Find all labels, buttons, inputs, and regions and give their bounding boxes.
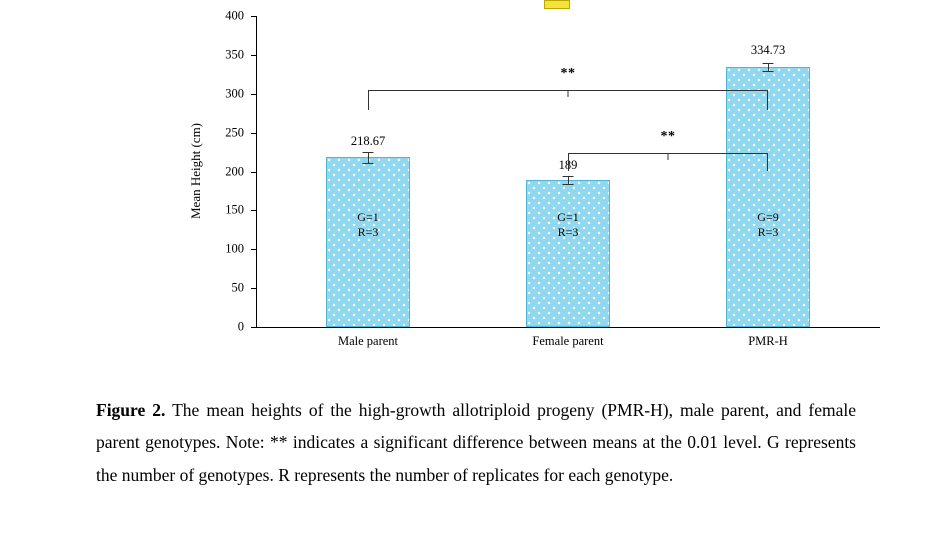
error-bar-female-parent [568, 176, 569, 184]
y-tick-label: 100 [225, 241, 244, 256]
error-bar-cap-top [563, 176, 574, 177]
genotype-count-label: G=1 [357, 210, 379, 224]
y-tick-label: 300 [225, 86, 244, 101]
y-tick [225, 8, 256, 23]
significance-bracket-nub [668, 153, 669, 160]
bar-annotation-female-parent [557, 210, 578, 240]
y-tick [225, 202, 256, 217]
error-bar-cap-bottom [363, 163, 374, 164]
figure-caption [96, 394, 856, 491]
y-tick [225, 86, 256, 101]
bar-male-parent [326, 157, 410, 327]
y-tick [225, 164, 256, 178]
error-bar-cap-bottom [563, 184, 574, 185]
bar-annotation-pmr-h [757, 210, 778, 240]
figure-caption-text: The mean heights of the high-growth allotriploid progeny (PMR-H), male parent, and female parent genotypes. Note: ** indicates a significant difference between means at the 0.01 level. G represents the number of genotypes. R represents the number of replicates for each genotype. [96, 400, 856, 485]
x-tick-label-female-parent: Female parent [532, 334, 604, 348]
x-tick-label-pmr-h: PMR-H [748, 334, 788, 348]
y-tick [225, 47, 256, 62]
y-tick-label: 350 [225, 47, 244, 62]
y-tick [225, 241, 256, 256]
significance-label-male-vs-pmrh: ** [560, 66, 576, 81]
error-bar-cap-bottom [763, 71, 774, 72]
x-tick-label-male-parent: Male parent [337, 334, 399, 348]
replicate-count-label: R=3 [757, 225, 779, 239]
genotype-count-label: G=9 [757, 210, 779, 224]
bar-female-parent [526, 180, 610, 327]
y-tick [231, 280, 256, 295]
bar-value-label-pmr-h: 334.73 [750, 43, 786, 57]
replicate-count-label: R=3 [557, 225, 579, 239]
error-bar-cap-top [763, 63, 774, 64]
y-tick [225, 125, 256, 140]
significance-label-female-vs-pmrh: ** [660, 129, 676, 144]
x-axis-line [256, 327, 880, 328]
y-tick-label: 200 [225, 164, 244, 178]
y-tick-label: 250 [225, 125, 244, 140]
y-tick-label: 150 [225, 202, 244, 217]
error-bar-male-parent [368, 152, 369, 163]
replicate-count-label: R=3 [357, 225, 379, 239]
bar-annotation-male-parent [357, 210, 378, 240]
error-bar-pmr-h [768, 63, 769, 71]
y-tick-label: 50 [231, 280, 244, 295]
y-axis-title: Mean Height (cm) [188, 122, 203, 220]
y-axis-line [256, 16, 257, 327]
figure-caption-label: Figure 2. [96, 400, 166, 420]
y-tick-label: 0 [237, 319, 244, 334]
y-tick-label: 400 [225, 8, 244, 23]
bar-value-label-male-parent: 218.67 [350, 134, 386, 148]
yellow-highlight-marker [544, 0, 570, 9]
y-tick [237, 319, 256, 334]
plot-area [225, 8, 880, 348]
bar-value-label-female-parent: 189 [558, 158, 578, 172]
genotype-count-label: G=1 [557, 210, 579, 224]
significance-bracket-nub [568, 90, 569, 97]
error-bar-cap-top [363, 152, 374, 153]
